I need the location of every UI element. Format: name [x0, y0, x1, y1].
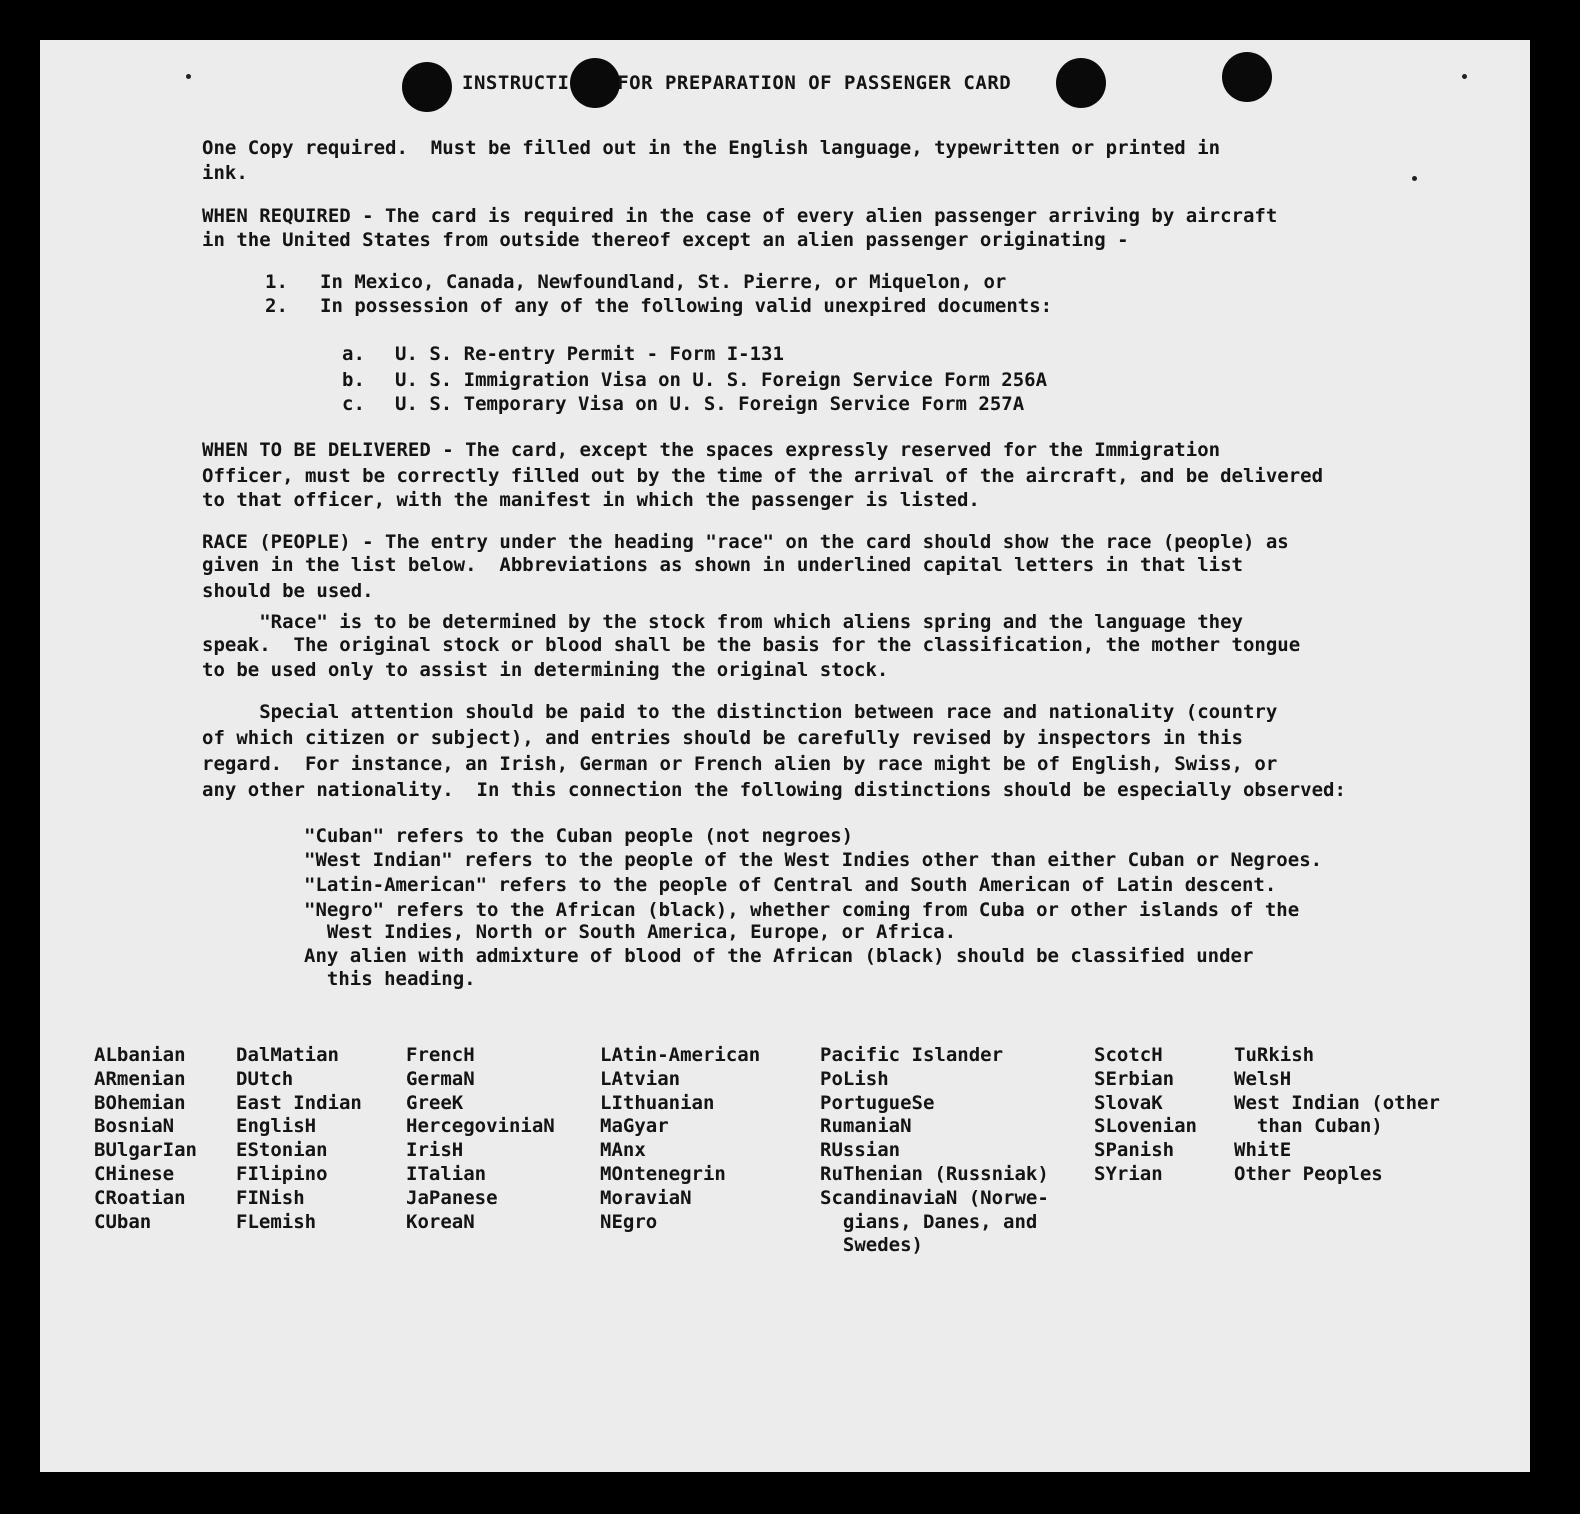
race-entry: MOntenegrin — [600, 1162, 726, 1185]
race-definition-line: "Race" is to be determined by the stock from which aliens spring and the language they — [202, 611, 1243, 633]
race-entry: Pacific Islander — [820, 1044, 1004, 1066]
race-entry: GermaN — [406, 1067, 475, 1090]
race-entry: ScotcH — [1094, 1044, 1163, 1066]
race-entry: LAtin-American — [600, 1044, 761, 1066]
race-entry: JaPanese — [406, 1186, 498, 1209]
race-line: should be used. — [202, 580, 374, 602]
page-title: INSTRUCTI FOR PREPARATION OF PASSENGER CARD — [462, 72, 1012, 94]
race-column — [600, 1044, 760, 1234]
lettered-letter: c. — [342, 393, 365, 415]
race-entry: SYrian — [1094, 1162, 1163, 1185]
race-entry: MaGyar — [600, 1115, 669, 1138]
race-entry: HercegoviniaN — [406, 1115, 555, 1138]
race-entry: RuThenian (Russniak) — [820, 1162, 1049, 1185]
race-column — [1094, 1044, 1197, 1187]
race-entry: Swedes) — [820, 1234, 923, 1257]
race-entry: ITalian — [406, 1162, 487, 1185]
punch-hole — [402, 62, 452, 112]
race-entry: PortugueSe — [820, 1091, 935, 1114]
race-column — [406, 1044, 555, 1234]
special-attention-line: regard. For instance, an Irish, German or French alien by race might be of English, Swiss, or — [202, 753, 1278, 775]
race-entry: IrisH — [406, 1139, 464, 1162]
race-entry: DUtch — [236, 1067, 294, 1090]
when-required-line: WHEN REQUIRED - The card is required in the case of every alien passenger arriving by aircraft — [202, 205, 1278, 227]
numbered-text: In possession of any of the following valid unexpired documents: — [320, 295, 1053, 317]
race-entry: ARmenian — [94, 1067, 186, 1090]
race-entry: RUssian — [820, 1139, 901, 1162]
distinction-line: "Cuban" refers to the Cuban people (not negroes) — [304, 825, 854, 847]
race-entry: RumaniaN — [820, 1115, 912, 1138]
race-definition-line: speak. The original stock or blood shall be the basis for the classification, the mother tongue — [202, 634, 1301, 656]
when-delivered-line: Officer, must be correctly filled out by the time of the arrival of the aircraft, and be delivered — [202, 465, 1324, 487]
race-entry: LIthuanian — [600, 1091, 715, 1114]
race-column — [1234, 1044, 1440, 1187]
race-entry: East Indian — [236, 1091, 362, 1114]
special-attention-line: Special attention should be paid to the distinction between race and nationality (country — [202, 701, 1278, 723]
when-delivered-line: WHEN TO BE DELIVERED - The card, except the spaces expressly reserved for the Immigration — [202, 439, 1221, 461]
race-definition-line: to be used only to assist in determining the original stock. — [202, 659, 889, 681]
race-entry: PoLish — [820, 1067, 889, 1090]
punch-hole — [1222, 52, 1272, 102]
race-entry: NEgro — [600, 1210, 658, 1233]
race-entry: DalMatian — [236, 1044, 339, 1066]
race-entry: CUban — [94, 1210, 152, 1233]
race-column — [94, 1044, 197, 1234]
lettered-letter: a. — [342, 343, 365, 365]
race-entry: SPanish — [1094, 1139, 1175, 1162]
race-entry: WhitE — [1234, 1139, 1292, 1162]
race-entry: EnglisH — [236, 1115, 317, 1138]
when-required-line: in the United States from outside thereof except an alien passenger originating - — [202, 229, 1129, 251]
ink-speck — [1462, 74, 1467, 79]
race-entry: KoreaN — [406, 1210, 475, 1233]
race-entry: TuRkish — [1234, 1044, 1315, 1066]
distinction-line: "Latin-American" refers to the people of Central and South American of Latin descent. — [304, 874, 1277, 896]
intro-line: ink. — [202, 162, 248, 184]
ink-speck — [186, 74, 191, 79]
race-line: given in the list below. Abbreviations as shown in underlined capital letters in that list — [202, 554, 1243, 576]
race-entry: CHinese — [94, 1162, 175, 1185]
when-delivered-line: to that officer, with the manifest in which the passenger is listed. — [202, 489, 980, 511]
race-entry: LAtvian — [600, 1067, 681, 1090]
numbered-num: 2. — [265, 295, 288, 317]
race-line: RACE (PEOPLE) - The entry under the heading "race" on the card should show the race (people) as — [202, 531, 1289, 553]
race-entry: SLovenian — [1094, 1115, 1197, 1138]
ink-speck — [1412, 176, 1417, 181]
special-attention-line: of which citizen or subject), and entries should be carefully revised by inspectors in this — [202, 727, 1243, 749]
distinction-line: Any alien with admixture of blood of the African (black) should be classified under — [304, 945, 1254, 967]
race-entry: CRoatian — [94, 1186, 186, 1209]
race-entry: BOhemian — [94, 1091, 186, 1114]
special-attention-line: any other nationality. In this connection the following distinctions should be especially observed: — [202, 779, 1346, 801]
race-entry: West Indian (other — [1234, 1091, 1440, 1114]
race-entry: FIlipino — [236, 1162, 328, 1185]
lettered-text: U. S. Immigration Visa on U. S. Foreign Service Form 256A — [395, 369, 1048, 391]
race-entry: BUlgarIan — [94, 1139, 197, 1162]
race-entry: SlovaK — [1094, 1091, 1163, 1114]
race-column — [236, 1044, 362, 1234]
lettered-letter: b. — [342, 369, 365, 391]
race-column — [820, 1044, 1049, 1258]
distinction-line: "West Indian" refers to the people of the West Indies other than either Cuban or Negroes. — [304, 849, 1323, 871]
race-entry: EStonian — [236, 1139, 328, 1162]
race-entry: ALbanian — [94, 1044, 186, 1066]
race-entry: Other Peoples — [1234, 1162, 1383, 1185]
race-entry: FrencH — [406, 1044, 475, 1066]
race-entry: MoraviaN — [600, 1186, 692, 1209]
lettered-text: U. S. Re-entry Permit - Form I-131 — [395, 343, 784, 365]
intro-line: One Copy required. Must be filled out in the English language, typewritten or printed in — [202, 137, 1221, 159]
distinction-line: this heading. — [304, 968, 476, 990]
race-entry: FLemish — [236, 1210, 317, 1233]
race-entry: than Cuban) — [1234, 1115, 1383, 1138]
lettered-text: U. S. Temporary Visa on U. S. Foreign Service Form 257A — [395, 393, 1025, 415]
numbered-text: In Mexico, Canada, Newfoundland, St. Pierre, or Miquelon, or — [320, 271, 1007, 293]
punch-hole — [1056, 58, 1106, 108]
race-entry: MAnx — [600, 1139, 646, 1162]
numbered-num: 1. — [265, 271, 288, 293]
race-entry: SErbian — [1094, 1067, 1175, 1090]
distinction-line: West Indies, North or South America, Europe, or Africa. — [304, 921, 957, 943]
distinction-line: "Negro" refers to the African (black), whether coming from Cuba or other islands of the — [304, 899, 1300, 921]
race-entry: FINish — [236, 1186, 305, 1209]
document-page — [40, 40, 1530, 1472]
race-entry: BosniaN — [94, 1115, 175, 1138]
race-entry: gians, Danes, and — [820, 1210, 1038, 1233]
race-entry: ScandinaviaN (Norwe- — [820, 1186, 1049, 1209]
race-entry: GreeK — [406, 1091, 464, 1114]
race-entry: WelsH — [1234, 1067, 1292, 1090]
